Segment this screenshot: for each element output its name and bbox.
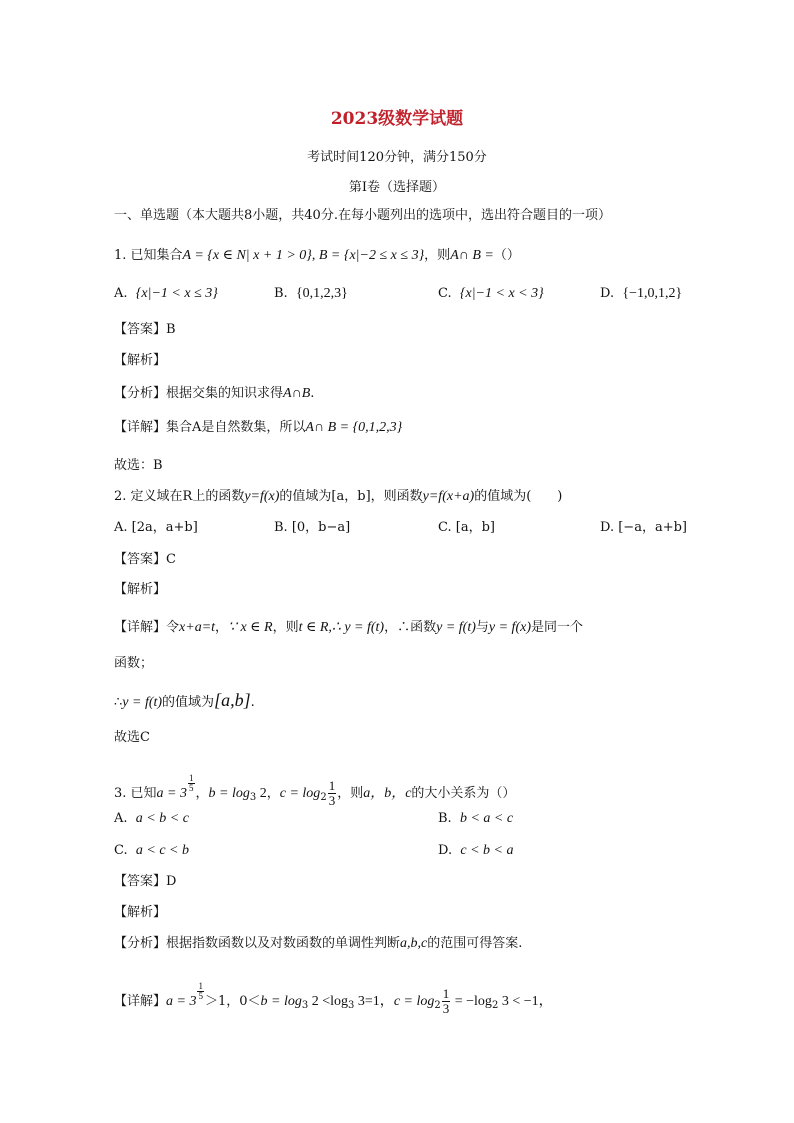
question-2-stem: 2. 定义域在R上的函数y=f(x)的值域为[a，b]，则函数y=f(x+a)的值域为( )	[114, 489, 563, 504]
exam-subtitle: 考试时间120分钟，满分150分	[307, 150, 487, 165]
q2-option-d: D. [−a，a+b]	[600, 520, 687, 535]
q2-option-c: C. [a，b]	[438, 520, 495, 535]
q3-answer: 【答案】D	[114, 874, 177, 889]
question-1-stem: 1. 已知集合A = {x ∈ N| x + 1 > 0}, B = {x|−2 ≤ x ≤ 3}，则A∩ B =（）	[114, 248, 520, 263]
q2-analysis-label: 【解析】	[114, 582, 167, 597]
q1-stem-prefix: 1. 已知集合	[114, 248, 183, 263]
q3-option-d: D. c < b < a	[438, 843, 514, 858]
q2-detail: 【详解】令x+a=t，∵ x ∈ R，则t ∈ R,∴ y = f(t)，∴函数y = f(t)与y = f(x)是同一个	[114, 620, 583, 635]
q1-fenxi: 【分析】根据交集的知识求得A∩B.	[114, 386, 315, 401]
q1-expr: A∩ B =	[450, 248, 494, 263]
q2-conclusion: 故选C	[114, 730, 150, 745]
q1-conclusion: 故选：B	[114, 458, 163, 473]
q1-set-a: A = {x ∈ N| x + 1 > 0}	[182, 248, 312, 263]
q1-stem-suffix: （）	[493, 248, 520, 263]
q3-analysis-label: 【解析】	[114, 905, 167, 920]
q1-detail: 【详解】集合A是自然数集，所以A∩ B = {0,1,2,3}	[114, 420, 403, 435]
q2-detail-wrap: 函数；	[114, 656, 154, 671]
q1-option-a: A. {x|−1 < x ≤ 3}	[114, 286, 218, 301]
q1-option-d: D. {−1,0,1,2}	[600, 286, 683, 301]
q3-detail: 【详解】a = 3 $^{\frac{1}{5}}$ ＞1，$0<b = \log_3 2 <\log_3$ 3=1，$c = \log_2$ $\frac{1}{3}$ = $-\log_2$ 3 < −1，	[114, 981, 553, 1016]
q1-stem-mid: ，则	[424, 248, 451, 263]
question-3-stem: 3. 已知a = 3 $^{\frac{1}{5}}$ ，$b = \log_3 2$，$c = \log_2$ $\frac{1}{3}$ ，则a，b，c的大小关系为（）	[114, 773, 516, 808]
q3-option-c: C. a < c < b	[114, 843, 189, 858]
q2-answer: 【答案】C	[114, 552, 176, 567]
section-heading: 一、单选题（本大题共8小题，共40分.在每小题列出的选项中，选出符合题目的一项）	[114, 208, 611, 223]
q1-option-c: C. {x|−1 < x < 3}	[438, 286, 544, 301]
q3-fenxi: 【分析】根据指数函数以及对数函数的单调性判断a,b,c的范围可得答案.	[114, 936, 523, 951]
q1-option-b: B. {0,1,2,3}	[274, 286, 348, 301]
q2-option-a: A. [2a，a+b]	[114, 520, 198, 535]
q3-option-b: B. b < a < c	[438, 811, 514, 826]
q1-answer: 【答案】B	[114, 322, 176, 337]
q1-set-b: B = {x|−2 ≤ x ≤ 3}	[318, 248, 425, 263]
q2-option-b: B. [0，b−a]	[274, 520, 351, 535]
q2-range: ∴y = f(t)的值域为[a,b].	[114, 690, 255, 710]
page-title: 2023级数学试题	[330, 109, 464, 129]
q3-option-a: A. a < b < c	[114, 811, 189, 826]
volume-label: 第I卷（选择题）	[348, 180, 446, 195]
q1-analysis-label: 【解析】	[114, 353, 167, 368]
